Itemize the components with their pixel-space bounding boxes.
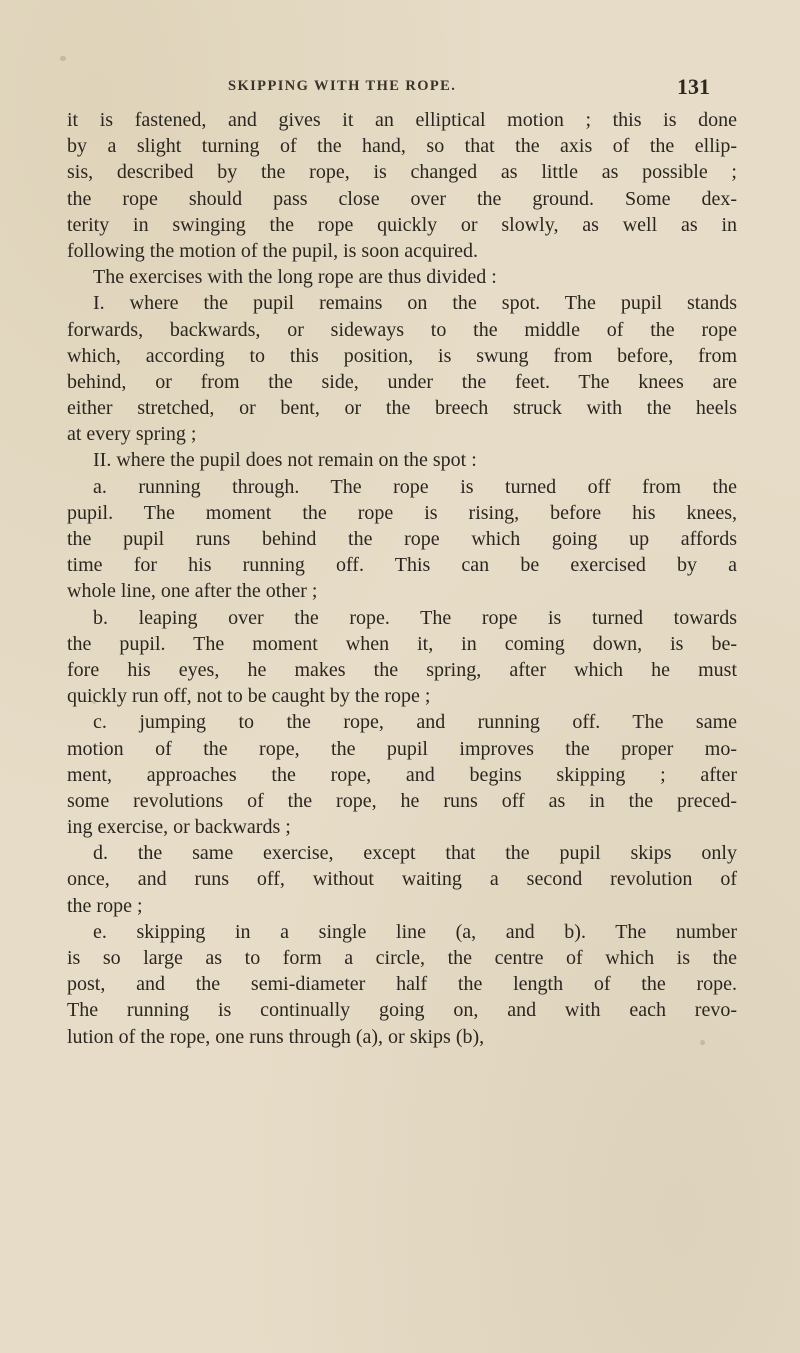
- text-line: d. the same exercise, except that the pupil skips only: [93, 842, 737, 865]
- text-line: at every spring ;: [67, 423, 197, 446]
- text-line: The running is continually going on, and with each revo-: [67, 999, 737, 1022]
- paper-speck: [92, 700, 96, 704]
- text-line: time for his running off. This can be exercised by a: [67, 554, 737, 577]
- text-line: motion of the rope, the pupil improves the proper mo-: [67, 737, 737, 760]
- text-line: is so large as to form a circle, the centre of which is the: [67, 947, 737, 969]
- text-line: which, according to this position, is swung from before, from: [67, 344, 737, 367]
- text-line: post, and the semi-diameter half the length of the rope.: [67, 973, 737, 996]
- running-head: [150, 74, 710, 104]
- text-line: the pupil. The moment when it, in coming down, is be-: [67, 632, 737, 655]
- text-line: a. running through. The rope is turned off from the: [93, 475, 737, 498]
- text-line: The exercises with the long rope are thus divided :: [93, 266, 497, 289]
- text-line: ing exercise, or backwards ;: [67, 816, 291, 839]
- text-line: terity in swinging the rope quickly or slowly, as well as in: [67, 213, 737, 236]
- text-line: either stretched, or bent, or the breech struck with the heels: [67, 397, 737, 420]
- text-line: once, and runs off, without waiting a second revolution of: [67, 868, 737, 891]
- body-text: [67, 107, 737, 1050]
- paper-speck: [700, 1040, 705, 1045]
- text-line: the pupil runs behind the rope which going up affords: [67, 528, 737, 550]
- text-line: it is fastened, and gives it an elliptical motion ; this is done: [67, 109, 737, 131]
- text-line: some revolutions of the rope, he runs off as in the preced-: [67, 789, 737, 812]
- text-line: II. where the pupil does not remain on the spot :: [93, 449, 477, 472]
- text-line: the rope ;: [67, 894, 143, 917]
- running-title: SKIPPING WITH THE ROPE.: [228, 78, 457, 94]
- text-line: ment, approaches the rope, and begins skipping ; after: [67, 763, 737, 786]
- text-line: forwards, backwards, or sideways to the middle of the rope: [67, 318, 737, 341]
- text-line: the rope should pass close over the ground. Some dex-: [67, 187, 737, 210]
- text-line: sis, described by the rope, is changed as little as possible ;: [67, 161, 737, 184]
- paper-speck: [60, 56, 66, 61]
- text-line: pupil. The moment the rope is rising, before his knees,: [67, 501, 737, 524]
- text-line: c. jumping to the rope, and running off. The same: [93, 711, 737, 734]
- text-line: whole line, one after the other ;: [67, 580, 318, 603]
- page-number: 131: [677, 74, 710, 99]
- text-line: I. where the pupil remains on the spot. The pupil stands: [93, 292, 737, 315]
- text-line: by a slight turning of the hand, so that the axis of the ellip-: [67, 135, 737, 158]
- text-line: e. skipping in a single line (a, and b). The number: [93, 920, 737, 943]
- text-line: lution of the rope, one runs through (a), or skips (b),: [67, 1025, 485, 1048]
- text-line: fore his eyes, he makes the spring, after which he must: [67, 658, 737, 681]
- text-line: b. leaping over the rope. The rope is turned towards: [93, 606, 737, 629]
- text-line: quickly run off, not to be caught by the rope ;: [67, 685, 431, 708]
- text-line: behind, or from the side, under the feet. The knees are: [67, 370, 737, 393]
- text-line: following the motion of the pupil, is soon acquired.: [67, 239, 479, 262]
